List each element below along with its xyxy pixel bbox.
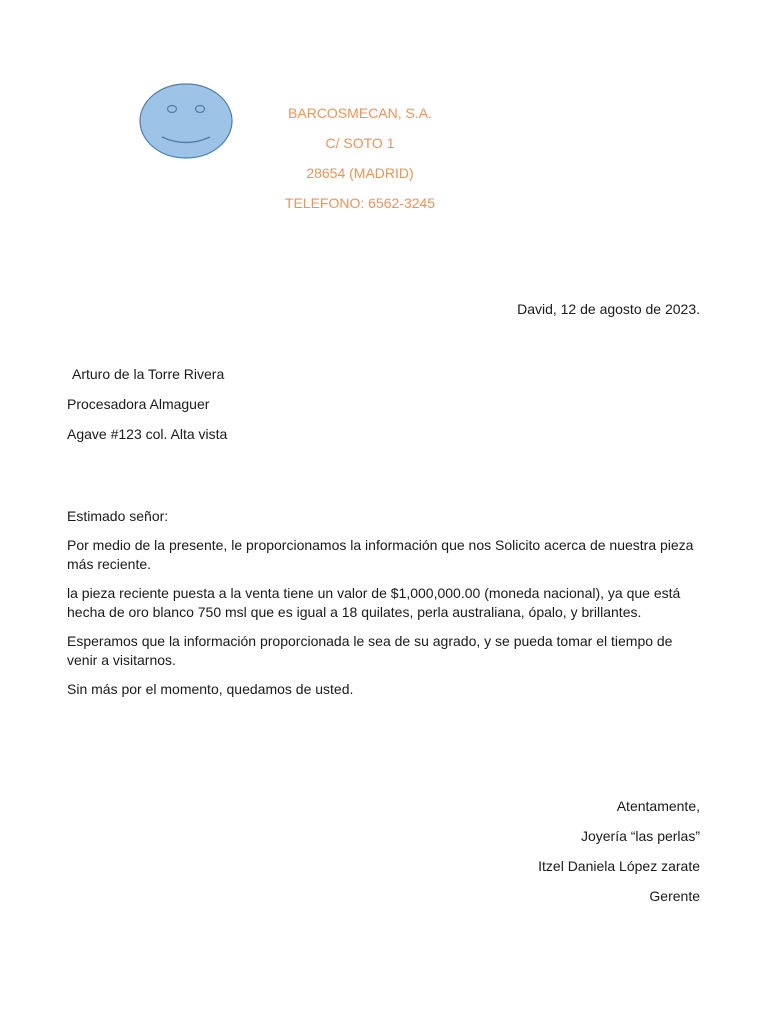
company-street: C/ SOTO 1 bbox=[325, 135, 395, 151]
salutation: Estimado señor: bbox=[67, 508, 169, 524]
body-paragraph: Por medio de la presente, le proporcionamos la información que nos Solicito acerca de nuestra pieza más reciente. bbox=[67, 537, 694, 572]
body-paragraph: Sin más por el momento, quedamos de usted. bbox=[67, 681, 354, 697]
signer-name: Itzel Daniela López zarate bbox=[538, 858, 700, 874]
recipient-block bbox=[67, 359, 227, 449]
letter-body bbox=[67, 507, 703, 709]
recipient-company: Procesadora Almaguer bbox=[67, 396, 210, 412]
signer-title: Gerente bbox=[649, 888, 700, 904]
date-line: David, 12 de agosto de 2023. bbox=[517, 301, 700, 317]
closing-business: Joyería “las perlas” bbox=[580, 828, 700, 844]
recipient-name: Arturo de la Torre Rivera bbox=[72, 366, 225, 382]
body-paragraph: Esperamos que la información proporcionada le sea de su agrado, y se pueda tomar el tiempo de venir a visitarnos. bbox=[67, 633, 673, 668]
logo-right-eye bbox=[196, 106, 205, 113]
company-phone: TELEFONO: 6562-3245 bbox=[284, 195, 436, 211]
closing-block bbox=[538, 791, 700, 911]
valediction: Atentamente, bbox=[616, 798, 700, 814]
recipient-address: Agave #123 col. Alta vista bbox=[67, 426, 228, 442]
company-letterhead bbox=[260, 98, 460, 218]
body-paragraph: la pieza reciente puesta a la venta tiene un valor de $1,000,000.00 (moneda nacional), ya que está hecha de oro blanco 750 msl que es igual a 18 quilates, perla australiana, ópalo, y brillantes. bbox=[67, 585, 681, 620]
smiley-face-icon bbox=[138, 82, 234, 160]
logo-face bbox=[140, 84, 232, 158]
company-postal-city: 28654 (MADRID) bbox=[306, 165, 414, 181]
logo-left-eye bbox=[168, 106, 177, 113]
company-name: BARCOSMECAN, S.A. bbox=[288, 105, 432, 121]
